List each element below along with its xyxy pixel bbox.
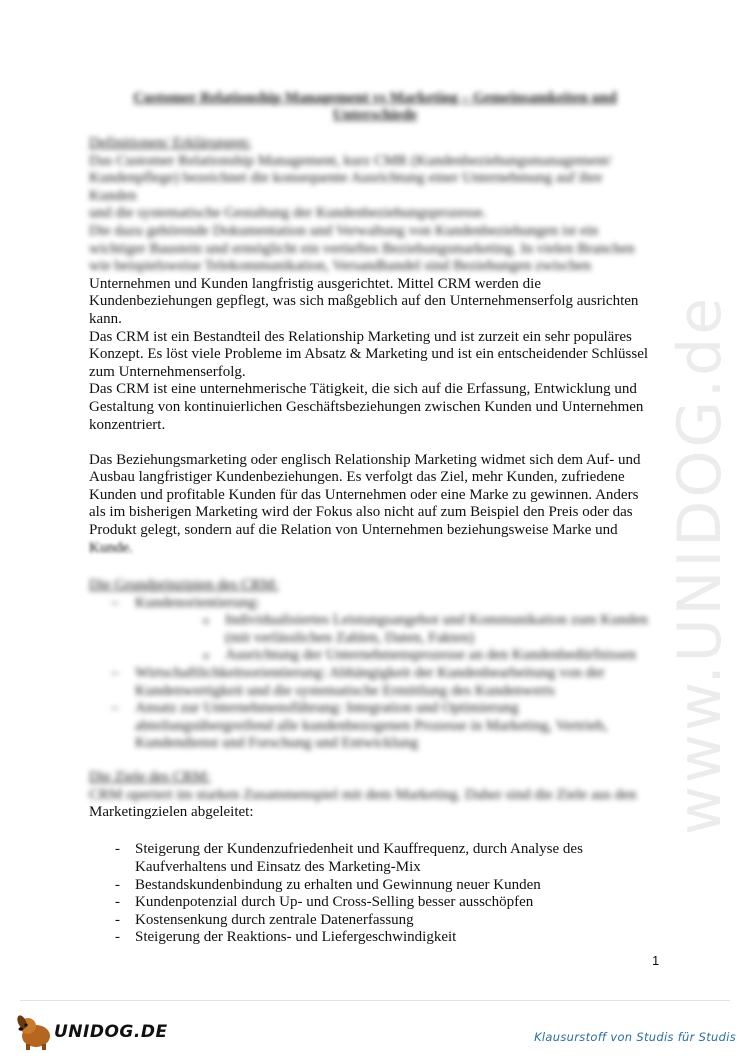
watermark-text: www.UNIDOG.de	[665, 294, 735, 836]
paragraph: Das CRM ist ein Bestandteil des Relationship Marketing und ist zurzeit ein sehr populäres Konzept. Es löst viele Probleme im Absatz & Marketing und ist ein entscheidender Schlüssel zum Unternehmenserfolg.	[89, 328, 649, 380]
section-heading: Die Grundprinzipien des CRM:	[89, 577, 279, 593]
paragraph: Das Beziehungsmarketing oder englisch Relationship Marketing widmet sich dem Auf- und Ausbau langfristiger Kundenbeziehungen. Es verfolgt das Ziel, mehr Kunden, zufriedene Kunden und profitable Kunden für das Unternehmen oder eine Marke zu gewinnen. Anders als im bisherigen Marketing wird der Fokus also nicht auf zum Beispiel den Preis oder das Produkt gelegt, sondern auf die Relation von Unternehmen beziehungsweise Marke und	[89, 451, 641, 539]
footer-divider	[20, 1000, 730, 1001]
list-item: – Wirtschaftlichkeitsorientierung: Abhängigkeit der Kundenbearbeitung von der Kundenwertigkeit und die systematische Ermittlung des Kundenwerts	[89, 665, 649, 700]
goal-item: - Kostensenkung durch zentrale Datenerfassung	[89, 912, 649, 930]
blurred-line: CRM operiert im starken Zusammenspiel mit dem Marketing. Daher sind die Ziele aus den	[89, 786, 637, 803]
footer-tagline: Klausurstoff von Studis für Studis	[534, 1030, 736, 1044]
section-heading: Die Ziele des CRM:	[89, 769, 211, 785]
blurred-line: Kundenpflege) bezeichnet die konsequente Ausrichtung einer Unternehmung auf ihre Kunden	[89, 170, 603, 204]
blurred-line: Die dazu gehörende Dokumentation und Verwaltung von Kundenbeziehungen ist ein	[89, 222, 599, 239]
blurred-line: wie beispielsweise Telekommunikation, Versandhandel sind Beziehungen zwischen	[89, 258, 592, 275]
goal-item: - Steigerung der Kundenzufriedenheit und Kauffrequenz, durch Analyse des Kaufverhaltens und Einsatz des Marketing-Mix	[89, 841, 649, 876]
list-item: – Kundenorientierung: o Individualisiertes Leistungsangebot und Kommunikation zum Kunden (mit verlässlichen Zahlen, Daten, Fakten) o Ausrichtung der Unternehmensprozesse an den Kundenbedürfnissen	[89, 595, 649, 665]
blurred-line: und die systematische Gestaltung der Kundenbeziehungsprozesse.	[89, 205, 487, 222]
logo-text: UNIDOG.DE	[54, 1022, 168, 1042]
paragraph-tail: Kunde.	[89, 539, 133, 556]
sub-list-item: o Individualisiertes Leistungsangebot und Kommunikation zum Kunden (mit verlässlichen Zahlen, Daten, Fakten)	[135, 612, 649, 647]
paragraph: Das CRM ist eine unternehmerische Tätigkeit, die sich auf die Erfassung, Entwicklung und Gestaltung von kontinuierlichen Geschäftsbeziehungen zwischen Kunden und Unternehmen konzentriert.	[89, 381, 644, 433]
goals-intro: Marketingzielen abgeleitet:	[89, 804, 254, 821]
goal-item: - Bestandskundenbindung zu erhalten und Gewinnung neuer Kunden	[89, 877, 649, 895]
sub-list-item: o Ausrichtung der Unternehmensprozesse an den Kundenbedürfnissen	[135, 647, 649, 665]
goal-item: - Kundenpotenzial durch Up- und Cross-Selling besser ausschöpfen	[89, 894, 649, 912]
list-item: – Ansatz zur Unternehmensführung: Integration und Optimierung abteilungsübergreifend alle kundenbezogenen Prozesse in Marketing, Vertrieb, Kundendienst und Forschung und Entwicklung	[89, 700, 649, 753]
document-title: Customer Relationship Management vs Marketing – Gemeinsamkeiten und Unterschiede	[133, 90, 617, 123]
section-definitions	[89, 135, 649, 557]
section-principles	[89, 577, 649, 753]
paragraph: Unternehmen und Kunden langfristig ausgerichtet. Mittel CRM werden die Kundenbeziehungen gepflegt, was sich maßgeblich auf den Unternehmenserfolg ausrichten kann.	[89, 275, 639, 327]
section-goals	[89, 769, 649, 947]
section-heading: Definitionen/ Erklärungen:	[89, 135, 252, 151]
blurred-line: wichtiger Baustein und ermöglicht ein vertieftes Beziehungsmarketing. In vielen Branchen	[89, 240, 635, 257]
goal-item: - Steigerung der Reaktions- und Liefergeschwindigkeit	[89, 929, 649, 947]
watermark	[660, 200, 740, 920]
page-number: 1	[652, 953, 660, 968]
blurred-line: Das Customer Relationship Management, kurz CMR (Kundenbeziehungsmanagement/	[89, 152, 612, 169]
